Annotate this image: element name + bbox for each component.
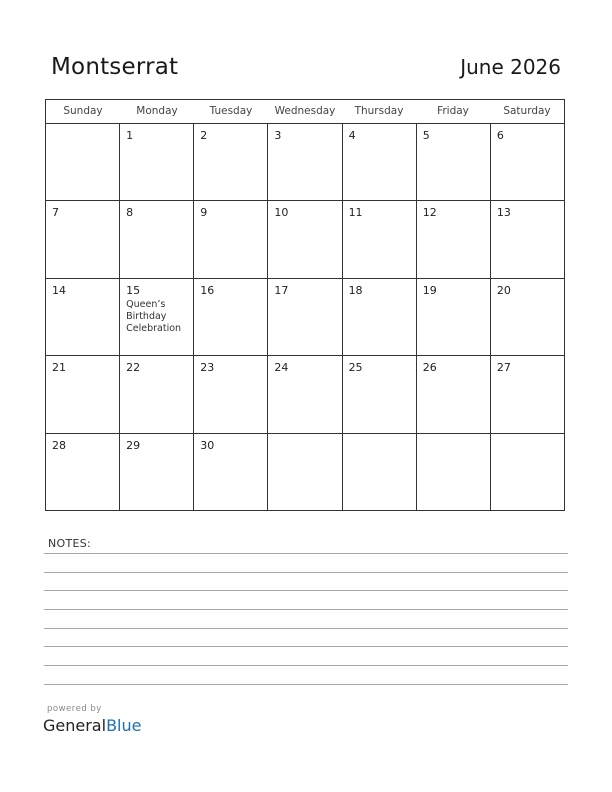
note-line: [44, 646, 568, 647]
note-line: [44, 628, 568, 629]
day-number: 10: [274, 206, 289, 220]
day-number: 13: [496, 206, 511, 220]
brand-general-text: General: [43, 716, 107, 735]
week-row: [46, 201, 564, 278]
day-number: 2: [200, 129, 208, 142]
day-cell: [343, 124, 417, 200]
day-cell: [491, 201, 564, 277]
week-row: [46, 279, 564, 356]
day-number: 7: [52, 206, 59, 220]
day-number: 22: [126, 361, 141, 375]
day-number: 21: [52, 361, 66, 375]
day-cell: [343, 356, 417, 432]
day-number: 5: [422, 129, 430, 142]
day-cell: [343, 201, 417, 277]
weekday-header: Thursday: [354, 105, 404, 117]
day-number: 9: [200, 206, 208, 220]
day-cell: [417, 124, 491, 200]
day-cell: [491, 356, 564, 432]
week-row: [46, 434, 564, 511]
calendar-grid: [45, 99, 565, 511]
day-number: 8: [126, 206, 134, 220]
day-number: 11: [348, 206, 363, 220]
day-cell: [491, 279, 564, 355]
day-cell: [46, 124, 120, 200]
day-cell: [46, 434, 120, 511]
note-line: [44, 609, 568, 610]
weekday-header: Monday: [136, 105, 178, 117]
day-cell: [194, 279, 268, 355]
day-number: 17: [274, 283, 289, 297]
day-cell: [120, 124, 194, 200]
day-cell: [194, 124, 268, 200]
day-number: 29: [126, 438, 141, 452]
day-cell: [120, 434, 194, 511]
week-row: [46, 356, 564, 433]
day-number: 1: [126, 129, 134, 142]
day-number: 23: [200, 361, 215, 375]
day-cell: [120, 201, 194, 277]
note-line: [44, 553, 568, 554]
day-cell: [268, 434, 342, 511]
day-number: 25: [348, 361, 363, 375]
holiday-event: Queen’s Birthday Celebration: [126, 298, 182, 334]
generalblue-logo: [43, 716, 141, 735]
day-number: 19: [422, 283, 437, 297]
day-number: 16: [200, 283, 215, 297]
day-number: 14: [52, 283, 66, 297]
day-cell: [194, 201, 268, 277]
weekday-header: Saturday: [503, 105, 551, 117]
day-number: 15: [126, 283, 141, 297]
day-number: 20: [496, 283, 511, 297]
day-cell: [417, 279, 491, 355]
day-cell: [120, 356, 194, 432]
note-line: [44, 665, 568, 666]
day-number: 3: [274, 129, 282, 142]
day-number: 6: [496, 129, 504, 142]
day-number: 30: [200, 438, 215, 452]
day-cell: [268, 124, 342, 200]
day-cell: [417, 356, 491, 432]
day-cell: [268, 201, 342, 277]
day-number: 27: [496, 361, 511, 375]
notes-label: NOTES:: [48, 537, 92, 550]
note-line: [44, 684, 568, 685]
day-number: 18: [348, 283, 363, 297]
note-line: [44, 572, 568, 573]
day-cell: [194, 356, 268, 432]
day-cell: [46, 201, 120, 277]
weekday-header: Tuesday: [209, 105, 253, 117]
weekday-header: Sunday: [63, 105, 103, 117]
day-cell: [46, 279, 120, 355]
weekday-header: Wednesday: [274, 105, 336, 117]
weekday-header: Friday: [437, 105, 469, 117]
day-cell: [194, 434, 268, 511]
calendar-month-title: June 2026: [460, 55, 561, 79]
day-number: 12: [422, 206, 437, 220]
day-cell: [268, 279, 342, 355]
day-cell: [343, 434, 417, 511]
day-number: 24: [274, 361, 289, 375]
day-cell: [120, 279, 194, 355]
day-number: 4: [348, 129, 356, 142]
brand-blue-text: Blue: [106, 716, 142, 735]
day-cell: [268, 356, 342, 432]
day-number: 28: [52, 438, 66, 452]
day-cell: [46, 356, 120, 432]
day-number: 26: [422, 361, 437, 375]
day-cell: [343, 279, 417, 355]
day-cell: [417, 201, 491, 277]
powered-by-text: powered by: [47, 704, 102, 714]
note-line: [44, 590, 568, 591]
weekday-header-row: [46, 100, 564, 124]
calendar-country-title: Montserrat: [51, 54, 179, 80]
week-row: [46, 124, 564, 201]
day-cell: [491, 124, 564, 200]
day-cell: [417, 434, 491, 511]
day-cell: [491, 434, 564, 511]
